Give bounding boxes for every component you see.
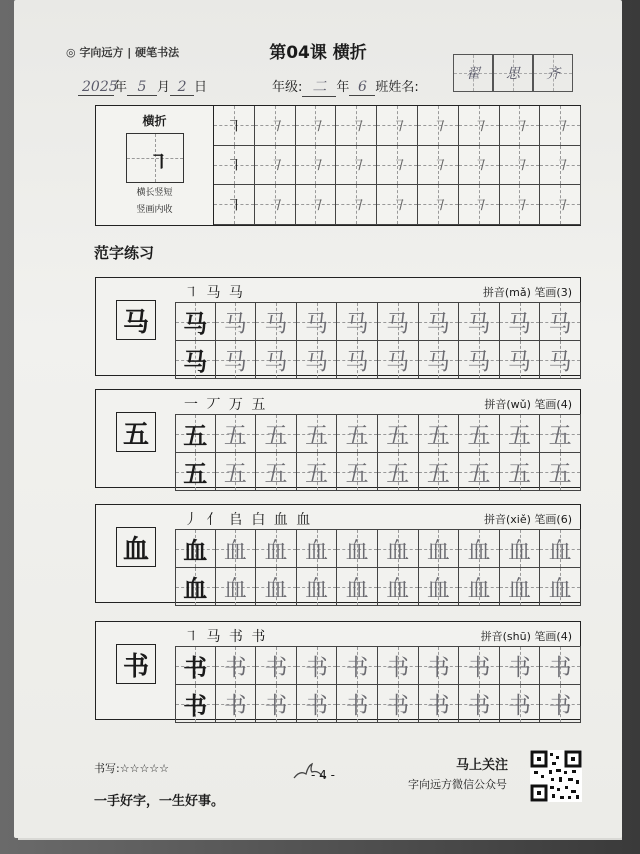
practice-char: 血 xyxy=(386,576,410,602)
stroke-char: ㇕ xyxy=(511,156,528,176)
practice-cell[interactable] xyxy=(337,453,378,491)
practice-char: 血 xyxy=(548,576,572,602)
practice-cell[interactable] xyxy=(175,303,216,341)
practice-char: 五 xyxy=(305,423,329,449)
rating-stars: ☆☆☆☆☆ xyxy=(119,762,170,775)
practice-block xyxy=(95,277,581,376)
practice-cell[interactable] xyxy=(459,530,500,568)
practice-cell[interactable] xyxy=(255,106,296,146)
brand-text: 字向远方 | 硬笔书法 xyxy=(79,46,180,59)
stroke-char: ㇕ xyxy=(348,116,365,136)
practice-cell[interactable] xyxy=(216,415,257,453)
practice-char: 书 xyxy=(467,693,491,719)
practice-cell[interactable] xyxy=(378,685,419,723)
practice-char: 书 xyxy=(264,693,288,719)
stroke-char: ㇕ xyxy=(389,156,406,176)
practice-char: 马 xyxy=(345,311,369,337)
name-box xyxy=(493,54,533,92)
practice-cell[interactable] xyxy=(216,685,257,723)
practice-cell[interactable] xyxy=(256,568,297,606)
practice-cell[interactable] xyxy=(540,453,581,491)
char-meta xyxy=(483,284,572,300)
practice-cell[interactable] xyxy=(214,146,255,186)
practice-char: 马 xyxy=(508,311,532,337)
practice-cell[interactable] xyxy=(500,415,541,453)
month-value: 5 xyxy=(127,79,157,96)
stroke-tip: 竖画内收 xyxy=(136,205,173,215)
stroke-char: ㇕ xyxy=(552,156,569,176)
practice-cell[interactable] xyxy=(216,647,257,685)
practice-char: 马 xyxy=(548,349,572,375)
brand-icon: ◎ xyxy=(66,46,80,59)
practice-cell[interactable] xyxy=(296,185,337,225)
class-value: 6 xyxy=(349,79,375,96)
practice-char: 五 xyxy=(264,423,288,449)
practice-char: 马 xyxy=(183,310,208,338)
practice-cell[interactable] xyxy=(378,415,419,453)
stroke-info xyxy=(96,106,214,225)
stroke-char: ㇕ xyxy=(307,116,324,136)
practice-cell[interactable] xyxy=(500,146,541,186)
practice-cell[interactable] xyxy=(500,685,541,723)
practice-char: 血 xyxy=(305,576,329,602)
stroke-char: ㇕ xyxy=(307,195,324,215)
practice-cell[interactable] xyxy=(378,568,419,606)
practice-char: 血 xyxy=(223,576,247,602)
model-character: 马 xyxy=(116,300,156,340)
practice-char: 血 xyxy=(426,576,450,602)
practice-char: 血 xyxy=(345,576,369,602)
practice-cell[interactable] xyxy=(378,647,419,685)
practice-cell[interactable] xyxy=(459,341,500,379)
char-meta xyxy=(484,511,572,527)
practice-grid xyxy=(175,646,581,723)
practice-char: 书 xyxy=(345,655,369,681)
stroke-order: 丿 亻 𠂤 白 血 血 xyxy=(184,512,313,528)
qr-code-icon[interactable] xyxy=(530,750,582,802)
stroke-practice-grid xyxy=(214,106,581,225)
pinyin-label: 拼音(mǎ) xyxy=(482,286,531,299)
practice-char: 马 xyxy=(223,311,247,337)
grade-value: 二 xyxy=(302,76,336,97)
practice-char: 书 xyxy=(264,655,288,681)
stroke-char: ㇕ xyxy=(266,116,283,136)
model-character: 五 xyxy=(116,412,156,452)
practice-char: 马 xyxy=(264,349,288,375)
grade-label: 年级: xyxy=(272,80,303,95)
practice-cell[interactable] xyxy=(336,185,377,225)
practice-char: 马 xyxy=(386,349,410,375)
practice-cell[interactable] xyxy=(377,185,418,225)
practice-cell[interactable] xyxy=(297,530,338,568)
stroke-char: ㇕ xyxy=(470,116,487,136)
practice-cell[interactable] xyxy=(216,568,257,606)
practice-char: 五 xyxy=(223,423,247,449)
practice-char: 血 xyxy=(223,538,247,564)
stroke-count-label: 笔画(4) xyxy=(534,630,572,643)
practice-char: 血 xyxy=(264,538,288,564)
practice-char: 马 xyxy=(386,311,410,337)
practice-cell[interactable] xyxy=(175,453,216,491)
practice-cell[interactable] xyxy=(459,185,500,225)
practice-char: 五 xyxy=(345,423,369,449)
practice-block xyxy=(95,504,581,603)
practice-cell[interactable] xyxy=(175,647,216,685)
practice-cell[interactable] xyxy=(216,303,257,341)
practice-char: 血 xyxy=(264,576,288,602)
practice-char: 血 xyxy=(183,575,208,603)
practice-char: 五 xyxy=(426,461,450,487)
practice-char: 血 xyxy=(386,538,410,564)
practice-char: 五 xyxy=(345,461,369,487)
wechat-text: 字向远方微信公众号 xyxy=(408,778,507,791)
practice-cell[interactable] xyxy=(337,568,378,606)
practice-cell[interactable] xyxy=(256,303,297,341)
practice-char: 马 xyxy=(223,349,247,375)
stroke-count-label: 笔画(6) xyxy=(534,513,572,526)
stroke-char: ㇕ xyxy=(470,195,487,215)
pinyin-label: 拼音(wǔ) xyxy=(484,398,531,411)
stroke-char: ㇕ xyxy=(225,156,242,176)
model-character: 血 xyxy=(116,527,156,567)
practice-cell[interactable] xyxy=(378,530,419,568)
practice-cell[interactable] xyxy=(216,341,257,379)
practice-char: 马 xyxy=(467,311,491,337)
worksheet-page xyxy=(14,0,622,838)
class-unit: 班 xyxy=(375,80,389,95)
practice-cell[interactable] xyxy=(255,185,296,225)
practice-cell[interactable] xyxy=(297,303,338,341)
practice-cell[interactable] xyxy=(540,568,581,606)
day-value: 2 xyxy=(170,79,194,96)
name-box xyxy=(533,54,573,92)
stroke-tip: 横长竖短 xyxy=(136,188,173,198)
name-char: 思 xyxy=(506,66,520,82)
practice-cell[interactable] xyxy=(500,453,541,491)
month-label: 月 xyxy=(157,80,171,95)
writing-label: 书写: xyxy=(94,762,120,775)
stroke-char: ㇕ xyxy=(511,195,528,215)
stroke-char: ㇕ xyxy=(511,116,528,136)
year-value: 2025 xyxy=(78,79,114,96)
stroke-char: ㇕ xyxy=(429,195,446,215)
practice-char: 马 xyxy=(264,311,288,337)
practice-cell[interactable] xyxy=(418,185,459,225)
practice-char: 血 xyxy=(345,538,369,564)
practice-cell[interactable] xyxy=(214,106,255,146)
practice-char: 五 xyxy=(305,461,329,487)
practice-char: 书 xyxy=(183,654,208,682)
practice-cell[interactable] xyxy=(500,568,541,606)
practice-cell[interactable] xyxy=(419,647,460,685)
writing-rating xyxy=(94,760,169,776)
practice-cell[interactable] xyxy=(418,106,459,146)
stroke-char: ㇕ xyxy=(348,195,365,215)
practice-char: 血 xyxy=(508,538,532,564)
practice-cell[interactable] xyxy=(419,415,460,453)
stroke-char: ㇕ xyxy=(266,195,283,215)
name-box xyxy=(453,54,493,92)
stroke-char: ㇕ xyxy=(266,156,283,176)
practice-char: 书 xyxy=(386,693,410,719)
practice-cell[interactable] xyxy=(377,106,418,146)
stroke-char: ㇕ xyxy=(552,195,569,215)
motto: 一手好字，一生好事。 xyxy=(94,794,225,809)
stroke-order: ㇕ 马 书 书 xyxy=(184,629,268,645)
practice-char: 五 xyxy=(467,423,491,449)
practice-char: 马 xyxy=(548,311,572,337)
practice-char: 血 xyxy=(508,576,532,602)
practice-char: 五 xyxy=(467,461,491,487)
practice-grid xyxy=(175,414,581,491)
practice-cell[interactable] xyxy=(256,415,297,453)
practice-char: 五 xyxy=(183,422,208,450)
practice-cell[interactable] xyxy=(337,303,378,341)
practice-cell[interactable] xyxy=(175,415,216,453)
practice-char: 血 xyxy=(305,538,329,564)
practice-char: 书 xyxy=(426,693,450,719)
practice-char: 马 xyxy=(426,349,450,375)
stroke-diagram xyxy=(126,133,184,183)
practice-cell[interactable] xyxy=(459,415,500,453)
practice-cell[interactable] xyxy=(459,453,500,491)
practice-cell[interactable] xyxy=(500,647,541,685)
name-char: 翟 xyxy=(466,66,480,82)
practice-char: 书 xyxy=(223,655,247,681)
practice-cell[interactable] xyxy=(214,185,255,225)
practice-cell[interactable] xyxy=(216,453,257,491)
practice-char: 血 xyxy=(426,538,450,564)
char-meta xyxy=(484,396,572,412)
practice-cell[interactable] xyxy=(540,303,581,341)
practice-cell[interactable] xyxy=(459,106,500,146)
practice-char: 马 xyxy=(305,349,329,375)
practice-cell[interactable] xyxy=(540,530,581,568)
date-line xyxy=(78,76,207,96)
practice-cell[interactable] xyxy=(459,685,500,723)
lesson-title: 第04课 横折 xyxy=(269,43,367,63)
name-char: 齐 xyxy=(546,66,560,82)
practice-cell[interactable] xyxy=(459,568,500,606)
practice-cell[interactable] xyxy=(500,303,541,341)
day-label: 日 xyxy=(194,80,208,95)
practice-cell[interactable] xyxy=(255,146,296,186)
practice-cell[interactable] xyxy=(500,341,541,379)
practice-char: 血 xyxy=(183,537,208,565)
practice-char: 书 xyxy=(467,655,491,681)
stroke-char: ㇕ xyxy=(348,156,365,176)
practice-char: 五 xyxy=(386,423,410,449)
practice-cell[interactable] xyxy=(540,685,581,723)
practice-cell[interactable] xyxy=(175,568,216,606)
practice-cell[interactable] xyxy=(297,685,338,723)
practice-cell[interactable] xyxy=(336,146,377,186)
practice-cell[interactable] xyxy=(337,685,378,723)
practice-cell[interactable] xyxy=(337,415,378,453)
practice-char: 五 xyxy=(223,461,247,487)
practice-cell[interactable] xyxy=(419,568,460,606)
practice-char: 书 xyxy=(426,655,450,681)
practice-cell[interactable] xyxy=(419,303,460,341)
practice-block xyxy=(95,621,581,720)
practice-cell[interactable] xyxy=(540,185,581,225)
stroke-count-label: 笔画(4) xyxy=(534,398,572,411)
practice-cell[interactable] xyxy=(419,530,460,568)
practice-cell[interactable] xyxy=(175,685,216,723)
model-character: 书 xyxy=(116,644,156,684)
stroke-char: ㇕ xyxy=(225,195,242,215)
practice-char: 书 xyxy=(548,693,572,719)
practice-cell[interactable] xyxy=(378,303,419,341)
practice-cell[interactable] xyxy=(337,530,378,568)
stroke-glyph: ㇕ xyxy=(148,150,169,174)
pinyin-label: 拼音(xiě) xyxy=(483,513,531,526)
practice-cell[interactable] xyxy=(377,146,418,186)
practice-char: 书 xyxy=(548,655,572,681)
year-label: 年 xyxy=(114,80,128,95)
stroke-char: ㇕ xyxy=(225,116,242,136)
practice-cell[interactable] xyxy=(297,647,338,685)
follow-text: 马上关注 xyxy=(456,758,509,773)
name-label: 姓名: xyxy=(388,80,419,95)
class-line xyxy=(272,76,419,97)
practice-cell[interactable] xyxy=(540,106,581,146)
practice-char: 血 xyxy=(467,576,491,602)
practice-cell[interactable] xyxy=(540,341,581,379)
practice-cell[interactable] xyxy=(296,106,337,146)
practice-char: 五 xyxy=(508,423,532,449)
practice-char: 马 xyxy=(183,348,208,376)
practice-cell[interactable] xyxy=(336,106,377,146)
practice-cell[interactable] xyxy=(419,685,460,723)
practice-char: 马 xyxy=(426,311,450,337)
practice-char: 书 xyxy=(386,655,410,681)
practice-cell[interactable] xyxy=(459,647,500,685)
name-boxes xyxy=(453,54,573,92)
practice-char: 五 xyxy=(264,461,288,487)
practice-cell[interactable] xyxy=(459,146,500,186)
practice-cell[interactable] xyxy=(378,453,419,491)
practice-cell[interactable] xyxy=(175,530,216,568)
practice-char: 五 xyxy=(548,423,572,449)
practice-char: 马 xyxy=(345,349,369,375)
practice-block xyxy=(95,389,581,488)
practice-char: 马 xyxy=(467,349,491,375)
practice-cell[interactable] xyxy=(256,685,297,723)
practice-cell[interactable] xyxy=(337,647,378,685)
stroke-char: ㇕ xyxy=(307,156,324,176)
practice-cell[interactable] xyxy=(297,341,338,379)
practice-char: 书 xyxy=(305,655,329,681)
practice-cell[interactable] xyxy=(540,415,581,453)
practice-char: 马 xyxy=(508,349,532,375)
practice-char: 五 xyxy=(508,461,532,487)
practice-char: 书 xyxy=(223,693,247,719)
stroke-order: ㇕ 马 马 xyxy=(184,285,245,301)
stroke-order: 一 丆 万 五 xyxy=(184,397,268,413)
practice-char: 五 xyxy=(548,461,572,487)
practice-char: 五 xyxy=(183,460,208,488)
practice-cell[interactable] xyxy=(500,185,541,225)
practice-cell[interactable] xyxy=(297,453,338,491)
stroke-char: ㇕ xyxy=(389,195,406,215)
practice-cell[interactable] xyxy=(418,146,459,186)
practice-char: 血 xyxy=(548,538,572,564)
practice-cell[interactable] xyxy=(256,453,297,491)
stroke-count-label: 笔画(3) xyxy=(534,286,572,299)
char-meta xyxy=(481,628,572,644)
stroke-char: ㇕ xyxy=(470,156,487,176)
stroke-char: ㇕ xyxy=(389,116,406,136)
stroke-char: ㇕ xyxy=(429,156,446,176)
practice-cell[interactable] xyxy=(500,106,541,146)
practice-cell[interactable] xyxy=(419,341,460,379)
practice-cell[interactable] xyxy=(459,303,500,341)
stroke-card xyxy=(95,105,581,226)
stroke-name: 横折 xyxy=(142,114,167,128)
practice-char: 马 xyxy=(305,311,329,337)
practice-cell[interactable] xyxy=(175,341,216,379)
practice-char: 书 xyxy=(508,693,532,719)
section-title: 范字练习 xyxy=(94,244,155,262)
practice-cell[interactable] xyxy=(296,146,337,186)
grade-unit: 年 xyxy=(336,80,350,95)
practice-cell[interactable] xyxy=(256,341,297,379)
practice-grid xyxy=(175,529,581,606)
practice-grid xyxy=(175,302,581,379)
practice-char: 书 xyxy=(508,655,532,681)
practice-cell[interactable] xyxy=(540,146,581,186)
practice-cell[interactable] xyxy=(500,530,541,568)
practice-cell[interactable] xyxy=(216,530,257,568)
practice-char: 血 xyxy=(467,538,491,564)
practice-char: 书 xyxy=(305,693,329,719)
practice-cell[interactable] xyxy=(337,341,378,379)
practice-cell[interactable] xyxy=(297,568,338,606)
practice-char: 书 xyxy=(345,693,369,719)
page-number: - 4 - xyxy=(311,768,335,782)
practice-char: 五 xyxy=(426,423,450,449)
practice-cell[interactable] xyxy=(256,530,297,568)
practice-cell[interactable] xyxy=(540,647,581,685)
practice-cell[interactable] xyxy=(297,415,338,453)
practice-char: 书 xyxy=(183,692,208,720)
practice-cell[interactable] xyxy=(419,453,460,491)
practice-cell[interactable] xyxy=(378,341,419,379)
stroke-char: ㇕ xyxy=(552,116,569,136)
practice-char: 五 xyxy=(386,461,410,487)
pinyin-label: 拼音(shū) xyxy=(480,630,531,643)
practice-cell[interactable] xyxy=(256,647,297,685)
stroke-char: ㇕ xyxy=(429,116,446,136)
